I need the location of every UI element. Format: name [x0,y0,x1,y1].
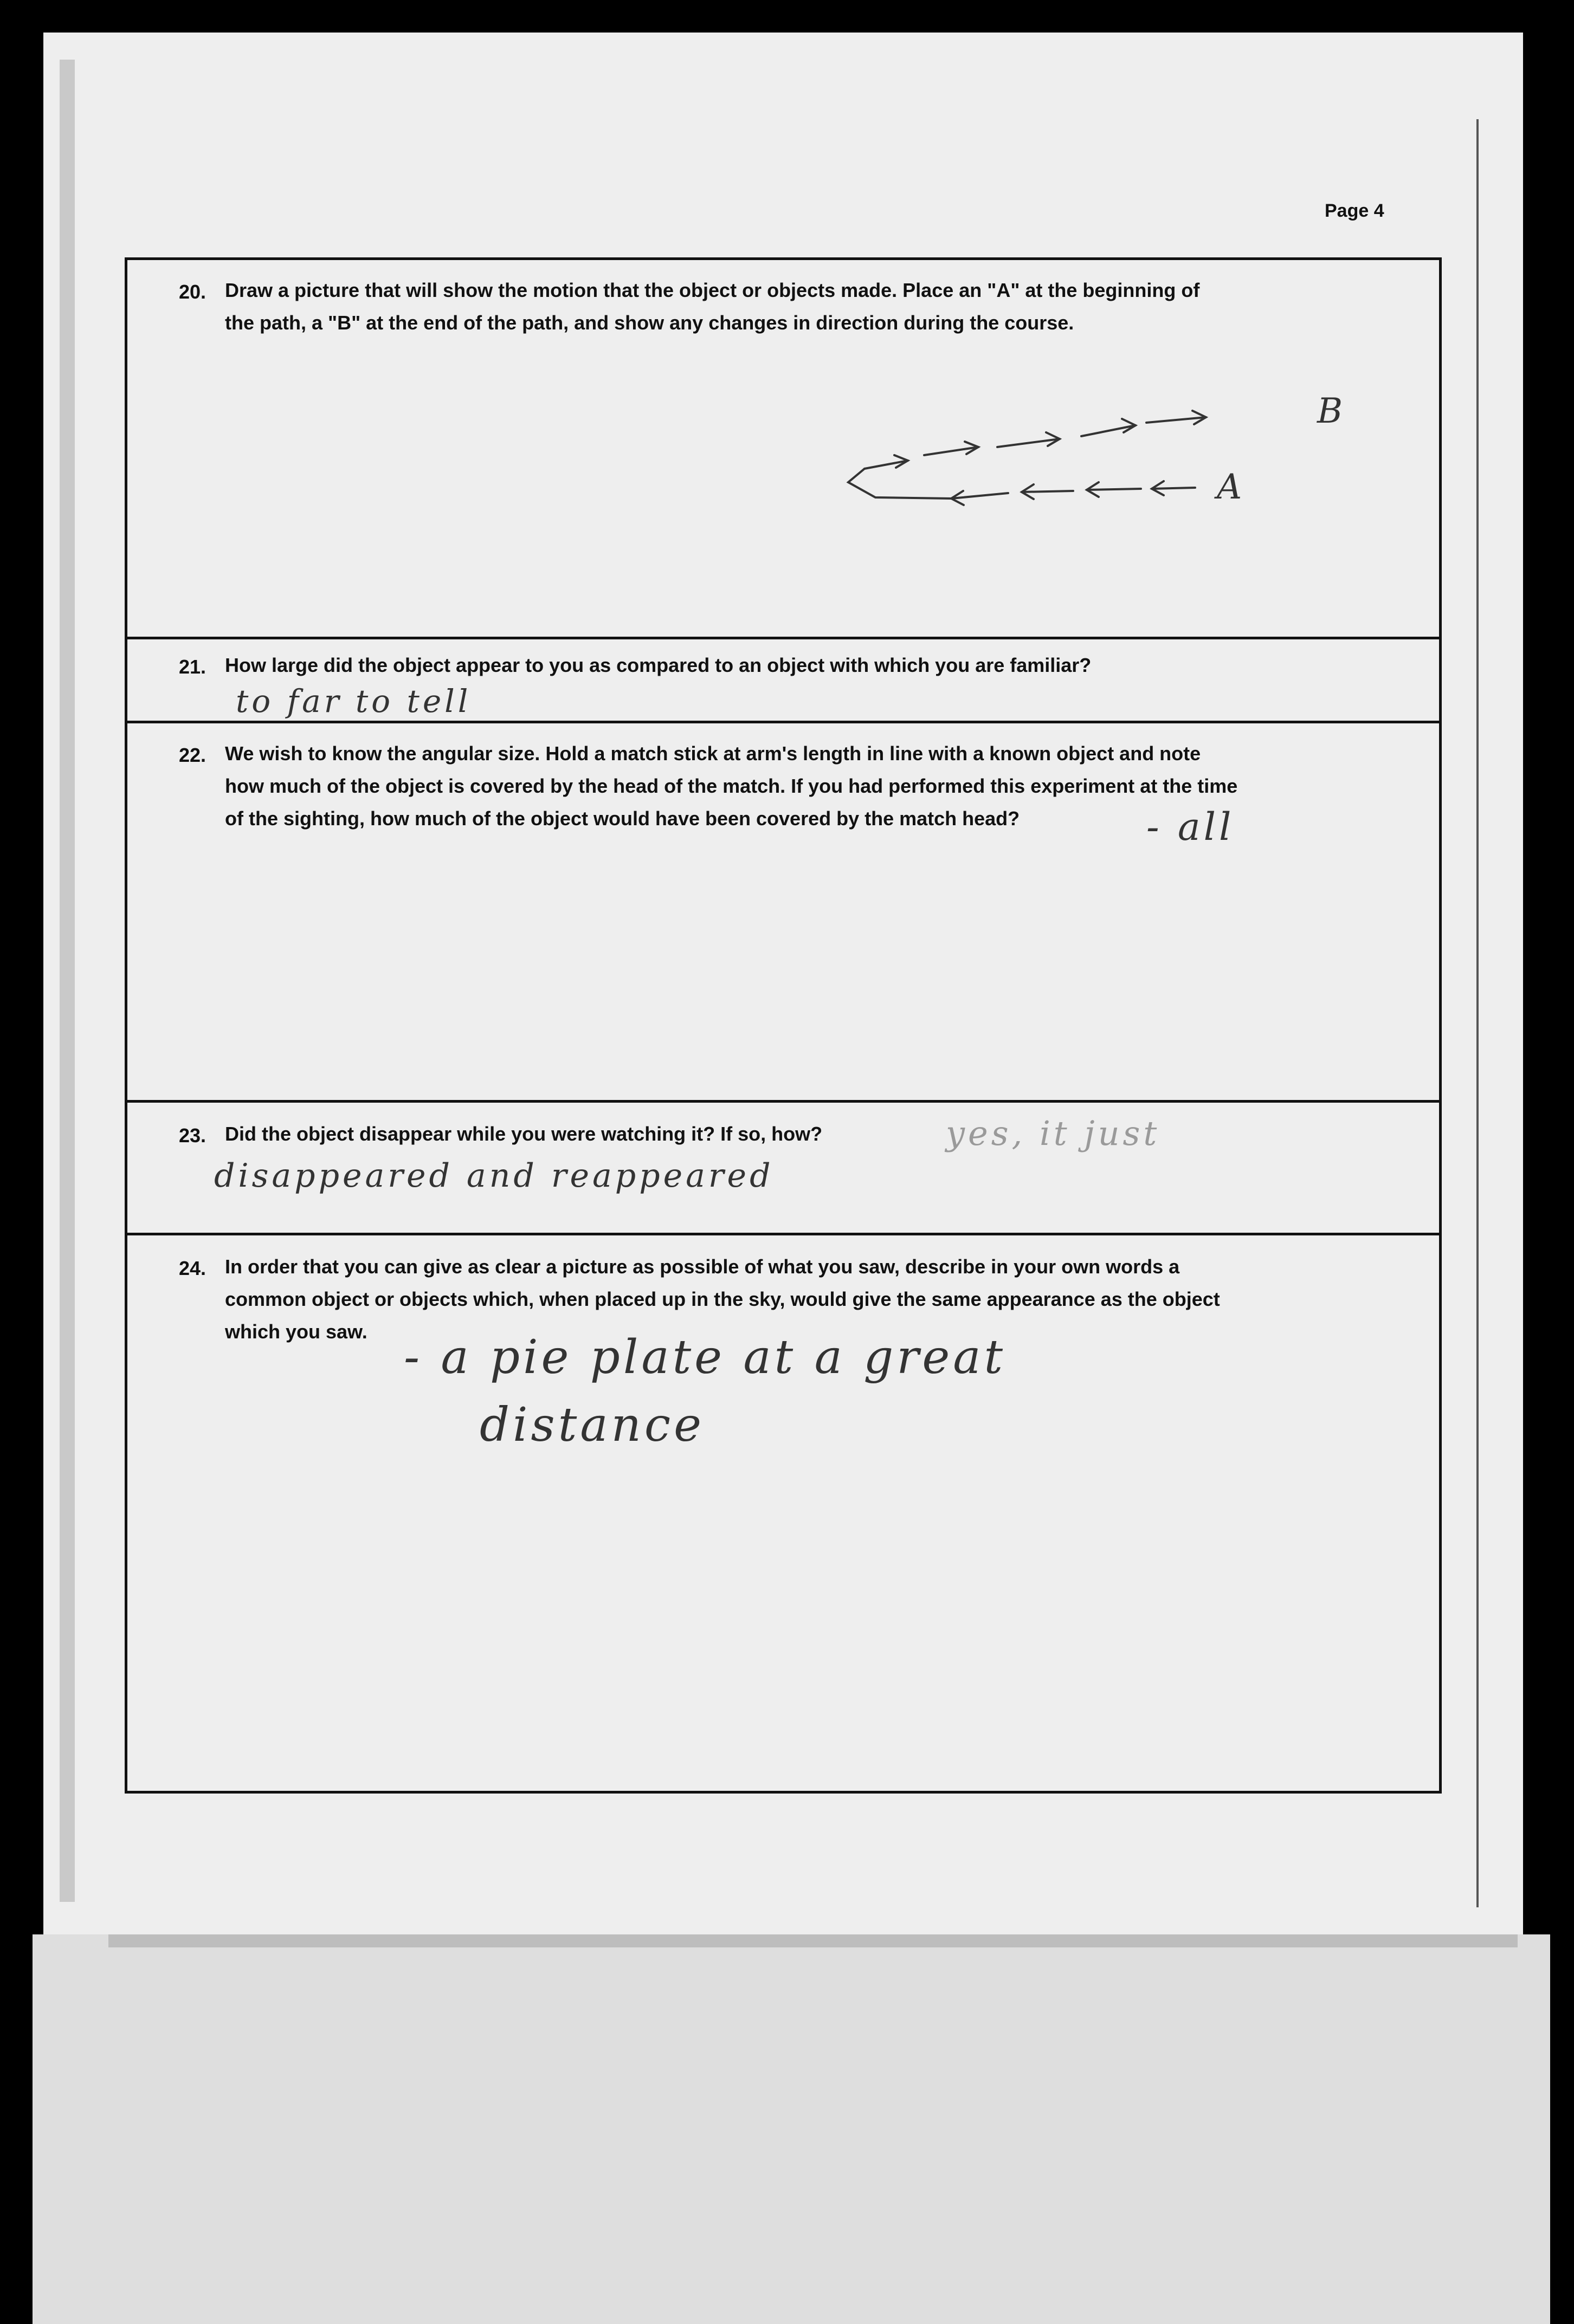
handwritten-answer-line-1: yes, it just [946,1114,1160,1153]
arrow-left-2 [1087,489,1141,490]
question-22 [127,723,1439,1103]
question-21 [127,639,1439,723]
handwritten-answer: - all [1146,805,1235,849]
question-text: In order that you can give as clear a picture as possible of what you saw, describe in your own words a common object or objects which, when placed up in the sky, would give the same appearance as the object which you saw. [225,1255,1220,1343]
question-number: 24. [179,1257,207,1279]
handwritten-answer-line-2: disappeared and reappeared [214,1157,774,1195]
question-number: 22. [179,744,207,766]
question-text: Did the object disappear while you were watching it? If so, how? [225,1123,823,1145]
arrow-left-1 [1152,488,1195,489]
turn-stroke [848,469,951,499]
path-start-label: A [1217,467,1242,507]
questions-frame [125,257,1442,1794]
handwritten-answer: to far to tell [236,683,472,720]
arrow-right-3 [997,439,1060,447]
handwritten-answer-line-1: - a pie plate at a great [404,1330,1007,1384]
question-number: 20. [179,281,207,303]
question-24 [127,1235,1439,1794]
question-text: How large did the object appear to you as compared to an object with which you are familiar? [225,654,1092,676]
underlying-page [33,1934,1550,2324]
right-margin-rule [1476,119,1479,1907]
question-20 [127,260,1439,639]
question-text: Draw a picture that will show the motion that the object or objects made. Place an "A" at the beginning of the path, a "B" at the end of the path, and show any changes in direction during the course. [225,279,1200,334]
question-23 [127,1103,1439,1235]
page-number: Page 4 [1325,200,1384,221]
question-text: We wish to know the angular size. Hold a match stick at arm's length in line with a known object and note how much of the object is covered by the head of the match. If you had performed this experiment at the time of the sighting, how much of the object would have been covered by the match head? [225,742,1238,830]
question-number: 21. [179,656,207,678]
handwritten-answer-line-2: distance [480,1398,705,1452]
motion-path-sketch [127,260,1444,639]
question-number: 23. [179,1124,207,1147]
path-end-label: B [1317,391,1343,431]
page-edge-shadow [60,60,75,1902]
arrow-left-3 [1022,491,1073,492]
